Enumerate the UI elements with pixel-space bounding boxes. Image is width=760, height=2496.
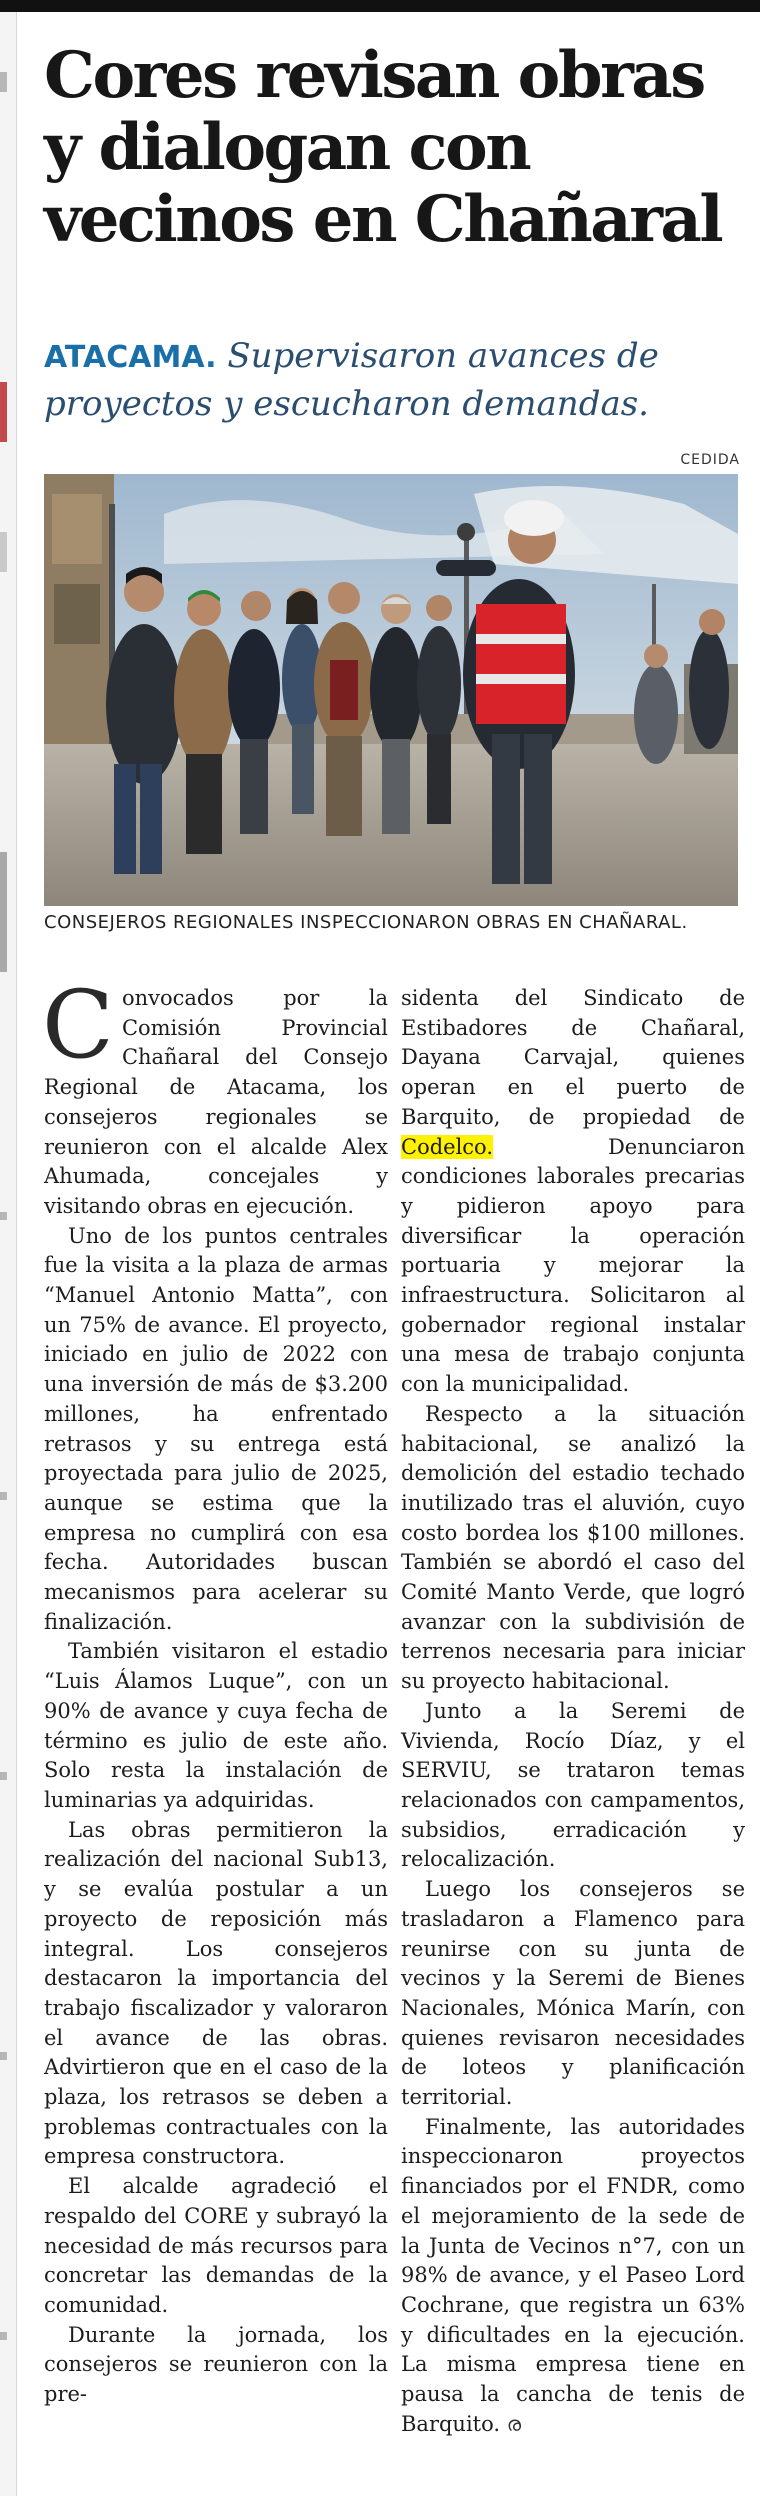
article-paragraph: Luego los consejeros se trasladaron a Flamenco para reunirse con su junta de vecinos y la Seremi de Bienes Nacionales, Mónica Marín, con quienes revisaron necesidades de loteos y planificación territorial. — [401, 1877, 745, 2110]
photo-credit: CEDIDA — [680, 452, 740, 468]
article-paragraph-text: Denunciaron condiciones laborales precarias y pidieron apoyo para diversificar la operación portuaria y mejorar la infraestructura. Solicitaron al gobernador regional instalar una mesa de trabajo conjunta con la municipalidad. — [401, 1134, 745, 1397]
article-paragraph: Junto a la Seremi de Vivienda, Rocío Díaz, y el SERVIU, se trataron temas relacionados con campamentos, subsidios, erradicación y relocalización. — [401, 1698, 745, 1872]
adjacent-column-edge — [0, 12, 17, 2496]
highlighted-word: Codelco. — [401, 1134, 494, 1159]
article-lede-text: Supervisaron avances de proyectos y escucharon demandas. — [44, 336, 659, 424]
article-headline: Cores revisan obras y dialogan con vecinos en Chañaral — [44, 38, 722, 257]
article-photo — [44, 474, 738, 906]
article-paragraph: Las obras permitieron la realización del nacional Sub13, y se evalúa postular a un proyecto de reposición más integral. Los consejeros destacaron la importancia del trabajo fiscalizador y valoraron el avance de las obras. Advirtieron que en el caso de la plaza, los retrasos se deben a problemas contractuales con la empresa constructora. — [44, 1817, 388, 2169]
article-paragraph — [401, 2113, 745, 2440]
article-paragraph: El alcalde agradeció el respaldo del CORE y subrayó la necesidad de más recursos para concretar las demandas de la comunidad. — [44, 2174, 388, 2317]
article-paragraph — [401, 984, 745, 1400]
article-column-left — [42, 971, 388, 2410]
article-lede — [44, 333, 734, 427]
article-paragraph: Uno de los puntos centrales fue la visita a la plaza de armas “Manuel Antonio Matta”, con un 75% de avance. El proyecto, iniciado en julio de 2022 con una inversión de más de $3.200 millones, ha enfrentado retrasos y su entrega está proyectada para julio de 2025, aunque se estima que la empresa no cumplirá con esa fecha. Autoridades buscan mecanismos para acelerar su finalización. — [44, 1223, 388, 1634]
article-paragraph-text: Finalmente, las autoridades inspeccionaron proyectos financiados por el FNDR, como el mejoramiento de la sede de la Junta de Vecinos n°7, con un 98% de avance, y el Paseo Lord Cochrane, que registra un 63% y dificultades en la ejecución. La misma empresa tiene en pausa la cancha de tenis de Barquito. — [401, 2114, 745, 2436]
end-mark-icon: ര — [506, 2411, 522, 2436]
page-top-rule — [0, 0, 760, 12]
article-paragraph: Respecto a la situación habitacional, se analizó la demolición del estadio techado inutilizado tras el aluvión, cuyo costo bordea los $100 millones. También se abordó el caso del Comité Manto Verde, que logró avanzar con la subdivisión de terrenos necesaria para iniciar su proyecto habitacional. — [401, 1401, 745, 1694]
article-paragraph: También visitaron el estadio “Luis Álamos Luque”, con un 90% de avance y cuya fecha de término es julio de este año. Solo resta la instalación de luminarias ya adquiridas. — [44, 1639, 388, 1812]
article-paragraph: Durante la jornada, los consejeros se reunieron con la pre- — [44, 2322, 388, 2407]
article-kicker: ATACAMA. — [44, 340, 217, 375]
drop-cap: C — [42, 971, 114, 1080]
article-column-right — [401, 984, 745, 2439]
article-paragraph-text: onvocados por la Comisión Provincial Chañaral del Consejo Regional de Atacama, los consejeros regionales se reunieron con el alcalde Alex Ahumada, concejales y visitando obras en ejecución. — [44, 986, 388, 1218]
article-paragraph-text: sidenta del Sindicato de Estibadores de Chañaral, Dayana Carvajal, quienes operan en el puerto de Barquito, de propiedad de — [401, 986, 745, 1129]
article-paragraph — [42, 971, 388, 1222]
photo-caption: CONSEJEROS REGIONALES INSPECCIONARON OBRAS EN CHAÑARAL. — [44, 912, 688, 933]
